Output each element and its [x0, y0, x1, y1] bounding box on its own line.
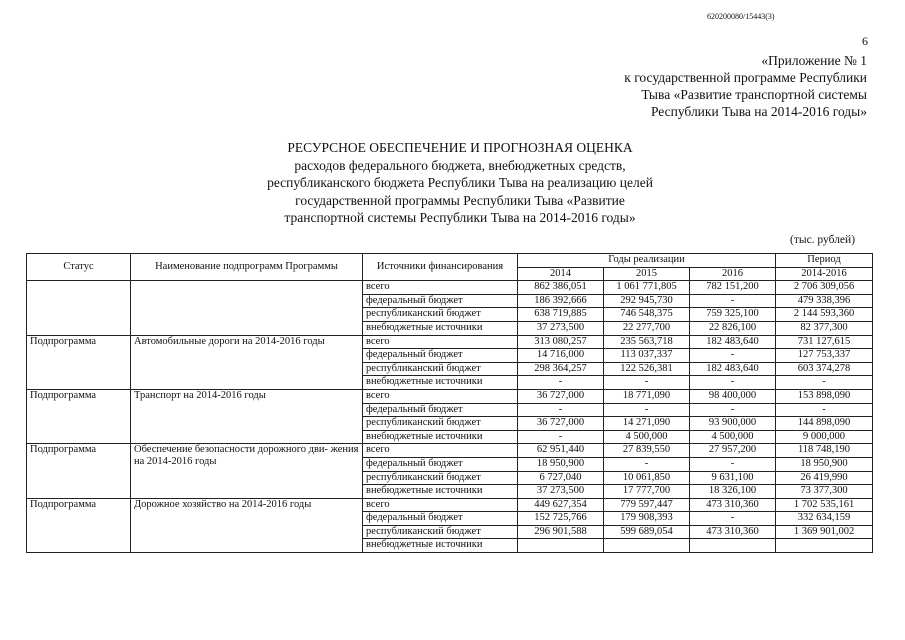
value-cell-v2016: 9 631,100	[690, 471, 776, 485]
header-2014-2016: 2014-2016	[776, 267, 873, 281]
value-cell-total: 1 369 901,002	[776, 525, 873, 539]
source-cell: внебюджетные источники	[363, 539, 518, 553]
status-cell: Подпрограмма	[27, 335, 131, 389]
header-2016: 2016	[690, 267, 776, 281]
subprogram-name-cell: Дорожное хозяйство на 2014-2016 годы	[131, 498, 363, 552]
value-cell-total: 127 753,337	[776, 349, 873, 363]
value-cell-v2016: 98 400,000	[690, 389, 776, 403]
value-cell-total: 2 144 593,360	[776, 308, 873, 322]
appendix-line: Республики Тыва на 2014-2016 годы»	[650, 104, 867, 119]
source-cell: республиканский бюджет	[363, 308, 518, 322]
table-body	[27, 281, 873, 553]
value-cell-v2016: 93 900,000	[690, 417, 776, 431]
value-cell-v2015: 746 548,375	[604, 308, 690, 322]
source-cell: республиканский бюджет	[363, 417, 518, 431]
value-cell-total: 731 127,615	[776, 335, 873, 349]
header-2015: 2015	[604, 267, 690, 281]
source-cell: федеральный бюджет	[363, 349, 518, 363]
value-cell-v2016: 27 957,200	[690, 444, 776, 458]
subprogram-name-cell: Транспорт на 2014-2016 годы	[131, 389, 363, 443]
source-cell: всего	[363, 444, 518, 458]
value-cell-v2016: 759 325,100	[690, 308, 776, 322]
value-cell-v2016: -	[690, 376, 776, 390]
status-cell: Подпрограмма	[27, 444, 131, 498]
subprogram-name-cell: Обеспечение безопасности дорожного дви- жения на 2014-2016 годы	[131, 444, 363, 498]
source-cell: всего	[363, 335, 518, 349]
header-years: Годы реализации	[518, 254, 776, 268]
value-cell-v2016	[690, 539, 776, 553]
value-cell-v2016: -	[690, 294, 776, 308]
value-cell-v2016: -	[690, 349, 776, 363]
value-cell-v2016: 182 483,640	[690, 362, 776, 376]
value-cell-v2016: 473 310,360	[690, 525, 776, 539]
table-row	[27, 444, 873, 458]
source-cell: внебюджетные источники	[363, 376, 518, 390]
source-cell: внебюджетные источники	[363, 321, 518, 335]
page-number: 6	[862, 34, 868, 48]
value-cell-v2015: -	[604, 457, 690, 471]
value-cell-v2014: 152 725,766	[518, 512, 604, 526]
source-cell: федеральный бюджет	[363, 512, 518, 526]
appendix-line: «Приложение № 1	[761, 53, 867, 68]
value-cell-v2016: -	[690, 512, 776, 526]
source-cell: внебюджетные источники	[363, 485, 518, 499]
value-cell-v2014: 449 627,354	[518, 498, 604, 512]
title-line: транспортной системы Республики Тыва на 2014-2016 годы»	[284, 210, 636, 225]
value-cell-v2015: -	[604, 403, 690, 417]
value-cell-total: 2 706 309,056	[776, 281, 873, 295]
value-cell-v2014: 862 386,051	[518, 281, 604, 295]
value-cell-v2014: 296 901,588	[518, 525, 604, 539]
value-cell-total: 603 374,278	[776, 362, 873, 376]
header-2014: 2014	[518, 267, 604, 281]
document-title	[200, 139, 720, 227]
header-name: Наименование подпрограмм Программы	[131, 254, 363, 281]
value-cell-v2016: -	[690, 403, 776, 417]
value-cell-v2014: -	[518, 376, 604, 390]
appendix-line: Тыва «Развитие транспортной системы	[641, 87, 867, 102]
value-cell-total: 332 634,159	[776, 512, 873, 526]
value-cell-total: 18 950,900	[776, 457, 873, 471]
value-cell-v2016: 22 826,100	[690, 321, 776, 335]
table-row	[27, 335, 873, 349]
value-cell-v2015: -	[604, 376, 690, 390]
value-cell-v2014: 186 392,666	[518, 294, 604, 308]
appendix-line: к государственной программе Республики	[624, 70, 867, 85]
value-cell-v2015: 292 945,730	[604, 294, 690, 308]
source-cell: всего	[363, 281, 518, 295]
title-line: государственной программы Республики Тыва «Развитие	[295, 192, 625, 208]
value-cell-v2014: 37 273,500	[518, 485, 604, 499]
appendix-heading	[547, 52, 867, 120]
title-line: РЕСУРСНОЕ ОБЕСПЕЧЕНИЕ И ПРОГНОЗНАЯ ОЦЕНКА	[287, 140, 633, 155]
value-cell-v2016: 782 151,200	[690, 281, 776, 295]
value-cell-total: 1 702 535,161	[776, 498, 873, 512]
value-cell-v2016: -	[690, 457, 776, 471]
status-cell: Подпрограмма	[27, 498, 131, 552]
document-number: 620200080/15443(3)	[707, 12, 775, 21]
header-row	[27, 254, 873, 268]
value-cell-total: 82 377,300	[776, 321, 873, 335]
value-cell-v2016: 18 326,100	[690, 485, 776, 499]
source-cell: федеральный бюджет	[363, 457, 518, 471]
value-cell-v2014: -	[518, 403, 604, 417]
value-cell-v2014: 62 951,440	[518, 444, 604, 458]
table-row	[27, 281, 873, 295]
value-cell-v2014: 36 727,000	[518, 389, 604, 403]
value-cell-v2015: 22 277,700	[604, 321, 690, 335]
value-cell-v2015: 122 526,381	[604, 362, 690, 376]
source-cell: всего	[363, 498, 518, 512]
value-cell-v2015: 10 061,850	[604, 471, 690, 485]
table-row	[27, 498, 873, 512]
source-cell: республиканский бюджет	[363, 362, 518, 376]
value-cell-v2014: 18 950,900	[518, 457, 604, 471]
source-cell: республиканский бюджет	[363, 525, 518, 539]
value-cell-total: 26 419,990	[776, 471, 873, 485]
header-period: Период	[776, 254, 873, 268]
subprogram-name-cell: Автомобильные дороги на 2014-2016 годы	[131, 335, 363, 389]
value-cell-v2014: 298 364,257	[518, 362, 604, 376]
value-cell-total: -	[776, 403, 873, 417]
value-cell-v2015: 113 037,337	[604, 349, 690, 363]
value-cell-v2015: 599 689,054	[604, 525, 690, 539]
value-cell-v2014: -	[518, 430, 604, 444]
value-cell-v2015: 18 771,090	[604, 389, 690, 403]
units-label: (тыс. рублей)	[790, 234, 856, 246]
value-cell-v2015: 17 777,700	[604, 485, 690, 499]
value-cell-v2014: 14 716,000	[518, 349, 604, 363]
value-cell-total: 118 748,190	[776, 444, 873, 458]
status-cell: Подпрограмма	[27, 389, 131, 443]
title-line: расходов федерального бюджета, внебюджетных средств,	[294, 157, 626, 173]
source-cell: всего	[363, 389, 518, 403]
value-cell-v2014: 37 273,500	[518, 321, 604, 335]
value-cell-v2014: 6 727,040	[518, 471, 604, 485]
source-cell: внебюджетные источники	[363, 430, 518, 444]
value-cell-total: 479 338,396	[776, 294, 873, 308]
source-cell: федеральный бюджет	[363, 403, 518, 417]
value-cell-v2015: 27 839,550	[604, 444, 690, 458]
funding-table	[26, 253, 873, 553]
title-line: республиканского бюджета Республики Тыва на реализацию целей	[267, 175, 653, 190]
table-row	[27, 389, 873, 403]
header-sources: Источники финансирования	[363, 254, 518, 281]
value-cell-v2014: 313 080,257	[518, 335, 604, 349]
value-cell-v2016: 182 483,640	[690, 335, 776, 349]
value-cell-v2016: 473 310,360	[690, 498, 776, 512]
value-cell-v2015: 179 908,393	[604, 512, 690, 526]
value-cell-v2016: 4 500,000	[690, 430, 776, 444]
value-cell-v2015: 14 271,090	[604, 417, 690, 431]
value-cell-total: -	[776, 376, 873, 390]
value-cell-v2015	[604, 539, 690, 553]
header-status: Статус	[27, 254, 131, 281]
value-cell-total: 73 377,300	[776, 485, 873, 499]
subprogram-name-cell	[131, 281, 363, 335]
source-cell: республиканский бюджет	[363, 471, 518, 485]
value-cell-total: 144 898,090	[776, 417, 873, 431]
value-cell-v2015: 1 061 771,805	[604, 281, 690, 295]
source-cell: федеральный бюджет	[363, 294, 518, 308]
value-cell-v2015: 779 597,447	[604, 498, 690, 512]
value-cell-v2014: 638 719,885	[518, 308, 604, 322]
value-cell-v2015: 235 563,718	[604, 335, 690, 349]
value-cell-total: 153 898,090	[776, 389, 873, 403]
value-cell-total	[776, 539, 873, 553]
value-cell-v2015: 4 500,000	[604, 430, 690, 444]
value-cell-v2014	[518, 539, 604, 553]
status-cell	[27, 281, 131, 335]
value-cell-total: 9 000,000	[776, 430, 873, 444]
value-cell-v2014: 36 727,000	[518, 417, 604, 431]
